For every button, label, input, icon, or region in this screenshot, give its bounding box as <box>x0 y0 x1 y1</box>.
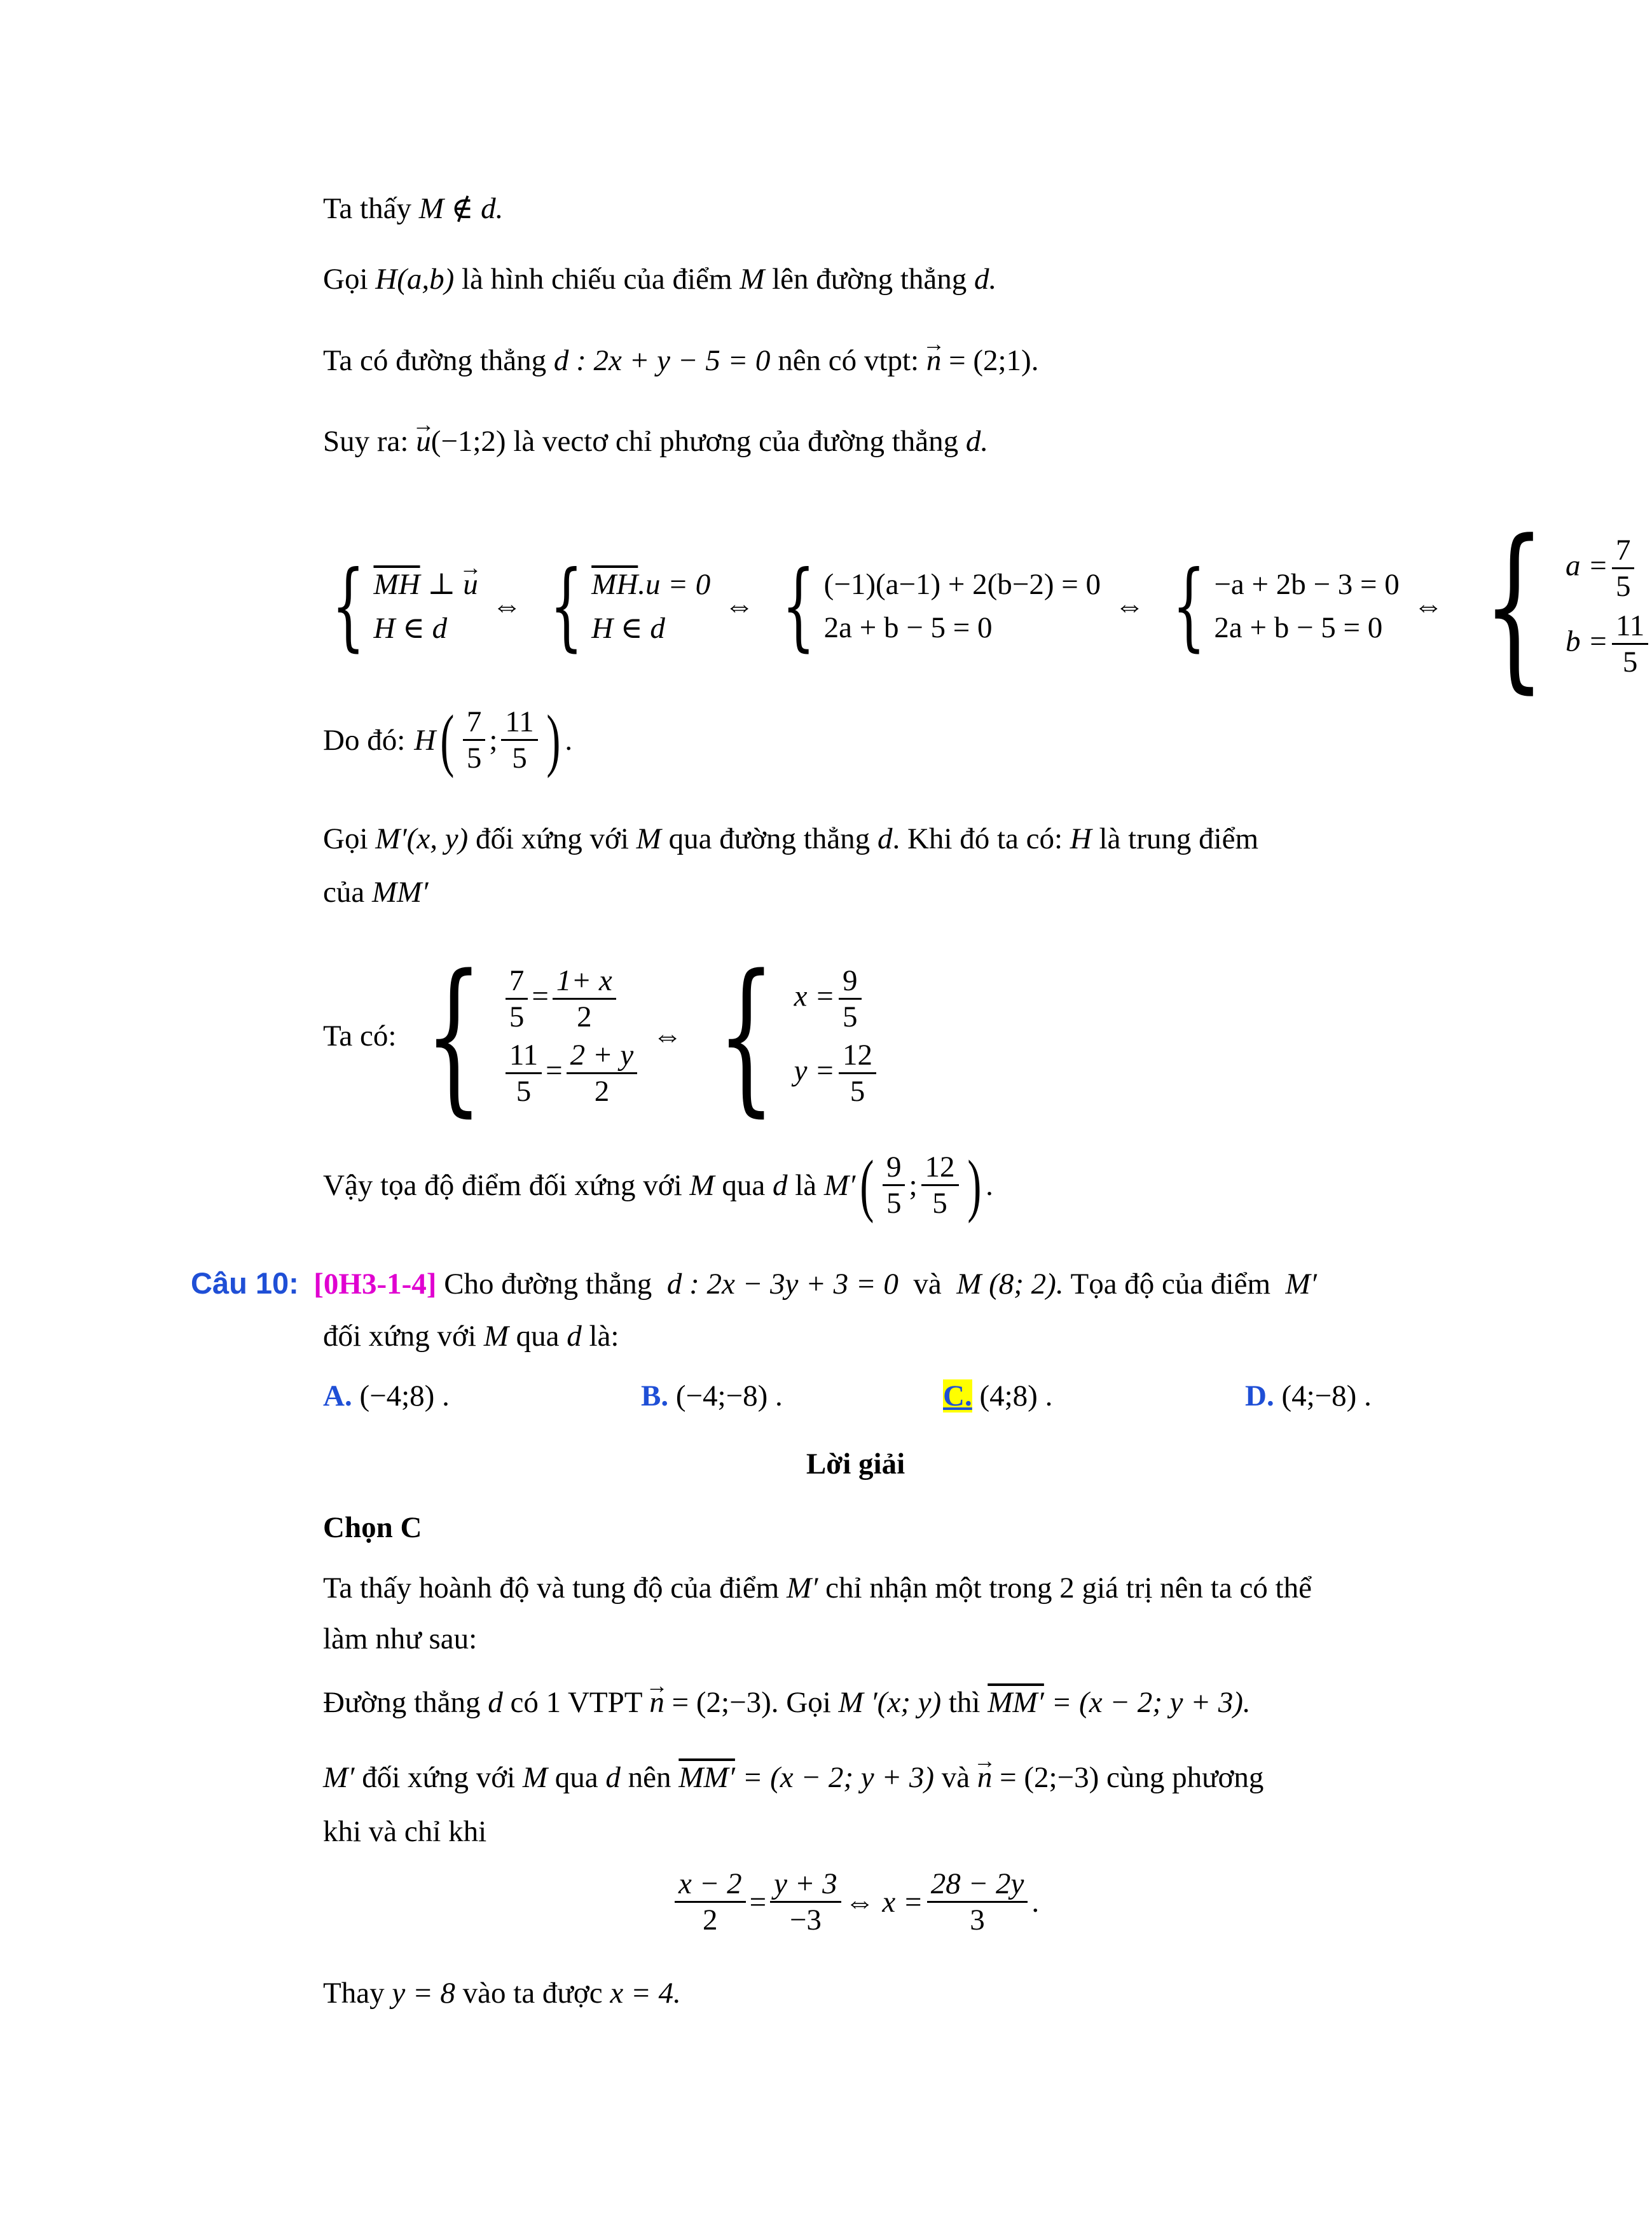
frac-den: 2 <box>594 1075 610 1109</box>
math: H <box>1070 822 1092 855</box>
system-2 <box>323 940 880 1132</box>
text: đối xứng với <box>362 1761 516 1794</box>
option-b[interactable] <box>641 1379 783 1413</box>
sys-block-3: { (−1)(a−1) + 2(b−2) = 0 2a + b − 5 = 0 <box>781 551 1101 661</box>
option-d[interactable] <box>1245 1379 1372 1413</box>
frac-num: 9 <box>839 964 862 1000</box>
text: qua <box>516 1320 560 1353</box>
option-value: (4;8) . <box>979 1379 1053 1413</box>
text: là vectơ chỉ phương của đường thẳng <box>513 425 959 458</box>
system-1 <box>318 502 1652 710</box>
text: Ta thấy <box>323 192 411 225</box>
text: qua <box>554 1761 598 1794</box>
frac-den: 5 <box>516 1075 532 1109</box>
math: (−1)(a−1) + 2(b−2) = 0 <box>823 568 1101 601</box>
frac-num: 12 <box>921 1150 959 1186</box>
frac-num: 2 + y <box>567 1038 638 1074</box>
frac-den: 3 <box>970 1903 985 1937</box>
math: $\overline{MH}$ <box>591 567 638 601</box>
equiv-sign: ⇔ <box>1413 590 1443 623</box>
text: nên có vtpt: <box>778 344 919 377</box>
question-code: [0H3-1-4] <box>313 1267 437 1301</box>
option-value: (−4;−8) . <box>675 1379 783 1413</box>
text: là hình chiếu của điểm <box>462 263 733 296</box>
line-4 <box>323 424 988 459</box>
vector-n: → n <box>649 1685 664 1720</box>
frac-den: −3 <box>789 1903 822 1937</box>
text: Đường thẳng <box>323 1686 481 1719</box>
text: và <box>913 1267 942 1301</box>
vector-u: → u <box>416 424 431 459</box>
text: thì <box>948 1686 981 1719</box>
option-value: (−4;8) . <box>359 1379 450 1413</box>
math: ⇔ x = <box>844 1885 923 1919</box>
line-8 <box>323 875 429 909</box>
equiv-sign: ⇔ <box>492 590 522 623</box>
math: d : 2x + y − 5 = 0 <box>553 344 771 377</box>
option-letter-highlighted: C. <box>943 1379 972 1413</box>
question-label: Câu 10: <box>191 1266 299 1300</box>
math: a = <box>1565 549 1608 583</box>
text: Gọi <box>323 822 368 855</box>
math: 2a + b − 5 = 0 <box>823 611 993 644</box>
math: M <box>522 1761 548 1794</box>
line-1 <box>323 191 503 226</box>
text: vào ta được <box>462 1977 603 2010</box>
option-letter: A. <box>323 1379 352 1413</box>
frac-den: 5 <box>1622 646 1638 679</box>
math: y = 8 <box>392 1977 455 2010</box>
frac-num: 12 <box>839 1038 876 1074</box>
math: = (2;−3) <box>1000 1761 1099 1794</box>
math: x = <box>794 979 835 1013</box>
frac-den: 5 <box>886 1187 902 1220</box>
math: 2a + b − 5 = 0 <box>1214 611 1383 644</box>
text: nên <box>628 1761 671 1794</box>
text: Ta có đường thẳng <box>323 344 547 377</box>
math: M ′(x; y) <box>838 1686 942 1719</box>
math: d. <box>965 425 989 458</box>
text: . Khi đó ta có: <box>892 822 1063 855</box>
text: qua đường thẳng <box>668 822 871 855</box>
line-3 <box>323 343 1038 378</box>
frac-den: 5 <box>843 1000 858 1033</box>
math: M′ <box>1285 1267 1317 1301</box>
math: y = <box>794 1054 835 1088</box>
text: chỉ nhận một trong 2 giá trị nên ta có thể <box>825 1571 1312 1605</box>
math: M′ <box>323 1761 355 1794</box>
frac-den: 5 <box>932 1187 947 1220</box>
solution-p5 <box>323 1976 681 2010</box>
frac-num: 7 <box>506 964 528 1000</box>
math: H <box>414 723 436 757</box>
math: .u = 0 <box>638 567 711 601</box>
text: Thay <box>323 1977 385 2010</box>
math: d : 2x − 3y + 3 = 0 <box>666 1267 898 1301</box>
math: (−1;2) <box>430 425 506 458</box>
math: M′ <box>823 1168 856 1202</box>
option-letter: B. <box>641 1379 669 1413</box>
math: = (2;−3). <box>671 1686 779 1719</box>
math: M <box>689 1168 715 1202</box>
frac-num: 11 <box>501 705 537 741</box>
math: M′ <box>786 1571 818 1605</box>
solution-equation: $\frac{x - 2}{2}$ = $\frac{y + 3}{-3}$ ⇔ x = $\frac{28 - 2y}{3}$ . <box>671 1867 1039 1937</box>
math: = (x − 2; y + 3). <box>1051 1686 1251 1719</box>
solution-p2 <box>323 1685 1251 1720</box>
frac-den: 5 <box>512 742 527 775</box>
frac-num: 7 <box>463 705 486 741</box>
text: là: <box>589 1320 619 1353</box>
solution-heading: Lời giải <box>806 1447 905 1481</box>
sys-block-4: { −a + 2b − 3 = 0 2a + b − 5 = 0 <box>1172 551 1400 661</box>
line-2 <box>323 262 996 296</box>
question-line-1 <box>191 1266 1317 1301</box>
math: ⊥ <box>427 568 456 601</box>
math: d <box>488 1686 503 1719</box>
frac-den: 2 <box>703 1903 718 1937</box>
text: Gọi <box>323 263 368 296</box>
line-6: Do đó: H ( $\frac{7}{5}$ ; $\frac{11}{5}$ ) . <box>323 701 573 778</box>
vector-mm: MM′ <box>988 1686 1044 1719</box>
math: −a + 2b − 3 = 0 <box>1214 568 1400 601</box>
frac-den: 5 <box>1615 569 1631 603</box>
text: Suy ra: <box>323 425 409 458</box>
text: Gọi <box>786 1686 831 1719</box>
solution-p1-cont: làm như sau: <box>323 1622 478 1655</box>
sys-block-2: { $\overline{MH}.u = 0$ H ∈ d <box>549 551 711 661</box>
equiv-sign: ⇔ <box>652 1019 683 1053</box>
math: = (2;1). <box>949 344 1039 377</box>
text: có 1 VTPT <box>510 1686 642 1719</box>
option-a[interactable] <box>323 1379 450 1413</box>
frac-num: 7 <box>1612 533 1635 569</box>
math: $\overline{MH}$ <box>373 568 420 601</box>
vector-n: → n <box>926 343 942 378</box>
frac-den: 2 <box>577 1000 592 1033</box>
frac-den: 5 <box>850 1075 865 1109</box>
equiv-sign: ⇔ <box>1114 590 1145 623</box>
math: M′(x, y) <box>375 822 469 855</box>
frac-num: 11 <box>506 1038 542 1074</box>
solution-p3 <box>323 1760 1263 1795</box>
math: M <box>740 263 765 296</box>
text: là <box>795 1168 817 1202</box>
math: H(a,b) <box>375 263 455 296</box>
text: qua <box>722 1168 766 1202</box>
line-7 <box>323 822 1258 856</box>
text: đối xứng với <box>475 822 629 855</box>
text: cùng phương <box>1106 1761 1264 1794</box>
math: d <box>605 1761 621 1794</box>
sys-block-1: { $\overline{MH}$ ⊥ → u H ∈ d <box>318 551 478 661</box>
text: của <box>323 876 365 909</box>
option-value: (4;−8) . <box>1281 1379 1372 1413</box>
frac-num: x − 2 <box>675 1867 746 1903</box>
text: Tọa độ của điểm <box>1070 1267 1271 1301</box>
math: d <box>567 1320 582 1353</box>
vector-n: → n <box>977 1760 993 1795</box>
math: H ∈ d <box>591 611 665 645</box>
frac-den: 5 <box>466 742 482 775</box>
math: M ∉ d. <box>418 192 504 225</box>
math: M <box>483 1320 509 1353</box>
frac-num: 28 − 2y <box>927 1867 1028 1903</box>
text: Cho đường thẳng <box>444 1267 652 1301</box>
text: lên đường thẳng <box>772 263 967 296</box>
solution-p4: khi và chỉ khi <box>323 1815 487 1848</box>
text: và <box>941 1761 970 1794</box>
text: Ta thấy hoành độ và tung độ của điểm <box>323 1571 780 1605</box>
math: MM′ <box>371 876 429 909</box>
option-letter: D. <box>1245 1379 1274 1413</box>
frac-den: 5 <box>509 1000 525 1033</box>
sys2-block-2: { x = $\frac{9}{5}$ y = $\frac{12}{5}$ <box>694 940 880 1132</box>
sys2-block-1: { $\frac{7}{5}$ = $\frac{1+ x}{2}$ $\frac{11}{5}$ = $\frac{2 + y}{2}$ <box>401 940 641 1132</box>
math: M <box>636 822 661 855</box>
math: → u <box>463 567 478 602</box>
question-line-2 <box>323 1319 619 1353</box>
math: H ∈ d <box>373 612 448 645</box>
text: Do đó: <box>323 723 406 757</box>
math: x = 4. <box>610 1977 681 2010</box>
math: b = <box>1565 625 1608 658</box>
text: là trung điểm <box>1099 822 1259 855</box>
frac-num: 9 <box>883 1150 905 1186</box>
solution-choice: Chọn C <box>323 1511 422 1544</box>
math: M (8; 2). <box>956 1267 1064 1301</box>
text: Vậy tọa độ điểm đối xứng với <box>323 1168 682 1202</box>
line-10: Vậy tọa độ điểm đối xứng với M qua d là M′ ( $\frac{9}{5}$ ; $\frac{12}{5}$ ) . <box>323 1146 993 1224</box>
math: d <box>877 822 893 855</box>
option-c[interactable] <box>943 1379 1052 1413</box>
sys-block-5: { a = $\frac{7}{5}$ b = $\frac{11}{5}$ <box>1457 502 1652 710</box>
vector-mm: MM′ <box>678 1761 735 1794</box>
text: đối xứng với <box>323 1320 476 1353</box>
math: d. <box>974 263 997 296</box>
math: d <box>772 1168 788 1202</box>
solution-p1 <box>323 1571 1312 1605</box>
math: = (x − 2; y + 3) <box>742 1761 934 1794</box>
frac-num: 11 <box>1612 609 1648 645</box>
frac-num: y + 3 <box>770 1867 841 1903</box>
frac-num: 1+ x <box>553 964 616 1000</box>
text: Ta có: <box>323 1019 397 1053</box>
equiv-sign: ⇔ <box>724 590 755 623</box>
